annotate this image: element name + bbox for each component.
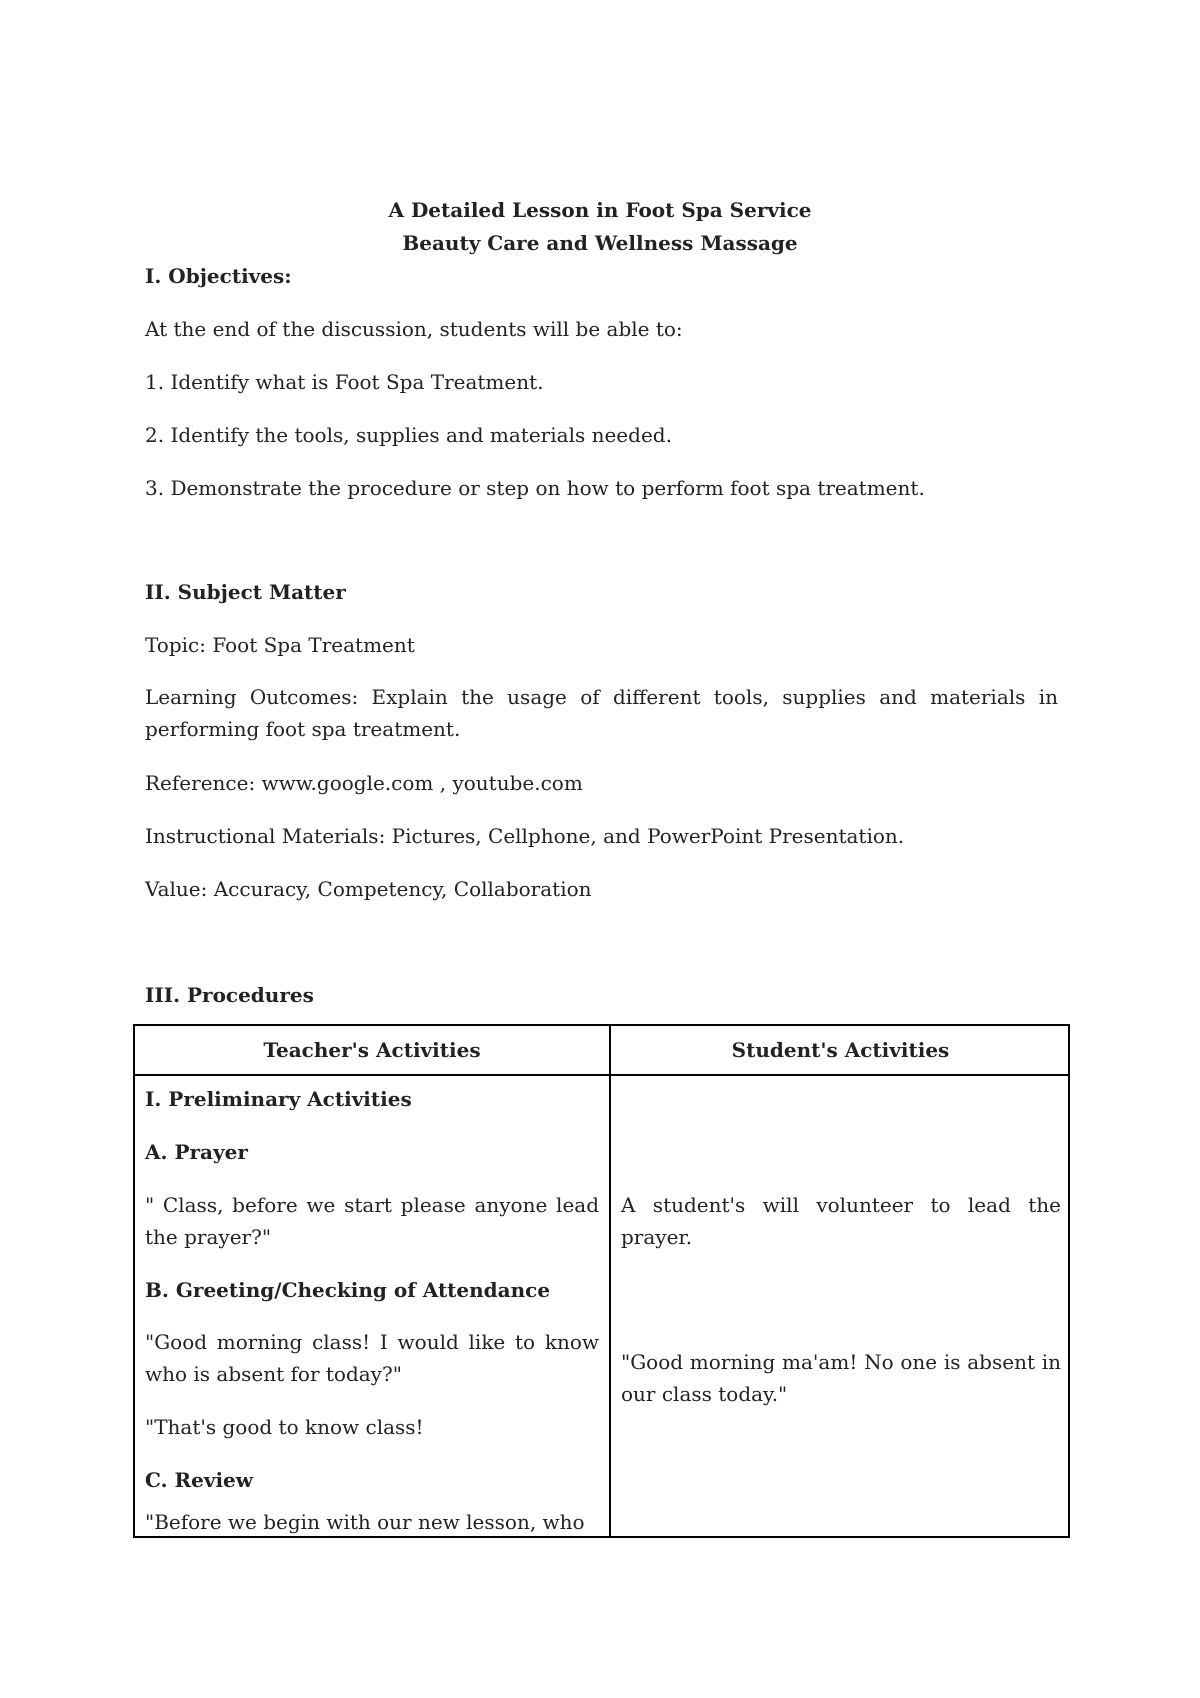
prayer-heading: A. Prayer xyxy=(145,1140,248,1164)
teacher-review-text: "Before we begin with our new lesson, who xyxy=(145,1510,585,1534)
document-subtitle: Beauty Care and Wellness Massage xyxy=(402,231,798,255)
table-header-divider xyxy=(135,1074,1068,1076)
subject-reference: Reference: www.google.com , youtube.com xyxy=(145,771,583,795)
table-column-divider xyxy=(609,1026,611,1536)
teacher-good-to-know-text: "That's good to know class! xyxy=(145,1415,424,1439)
subject-instructional-materials: Instructional Materials: Pictures, Cellphone, and PowerPoint Presentation. xyxy=(145,824,905,848)
greeting-heading: B. Greeting/Checking of Attendance xyxy=(145,1278,551,1302)
teacher-greeting-text: "Good morning class! I would like to know who is absent for today?" xyxy=(145,1330,599,1386)
document-title: A Detailed Lesson in Foot Spa Service xyxy=(388,198,812,222)
procedures-table xyxy=(133,1024,1070,1538)
objectives-heading: I. Objectives: xyxy=(145,264,292,288)
objectives-intro: At the end of the discussion, students will be able to: xyxy=(145,317,683,341)
review-heading: C. Review xyxy=(145,1468,253,1492)
subject-matter-heading: II. Subject Matter xyxy=(145,580,346,604)
objective-item: 2. Identify the tools, supplies and materials needed. xyxy=(145,423,672,447)
preliminary-activities-heading: I. Preliminary Activities xyxy=(145,1087,412,1111)
subject-learning-outcomes: Learning Outcomes: Explain the usage of different tools, supplies and materials in performing foot spa treatment. xyxy=(145,685,1058,741)
subject-value: Value: Accuracy, Competency, Collaboration xyxy=(145,877,592,901)
subject-topic: Topic: Foot Spa Treatment xyxy=(145,633,415,657)
objective-item: 1. Identify what is Foot Spa Treatment. xyxy=(145,370,544,394)
teacher-prayer-text: " Class, before we start please anyone lead the prayer?" xyxy=(145,1193,599,1249)
teacher-activities-header: Teacher's Activities xyxy=(263,1038,481,1062)
objective-item: 3. Demonstrate the procedure or step on how to perform foot spa treatment. xyxy=(145,476,925,500)
procedures-heading: III. Procedures xyxy=(145,983,314,1007)
student-activities-header: Student's Activities xyxy=(731,1038,950,1062)
student-prayer-response: A student's will volunteer to lead the prayer. xyxy=(621,1193,1061,1249)
student-greeting-response: "Good morning ma'am! No one is absent in our class today." xyxy=(621,1350,1061,1406)
